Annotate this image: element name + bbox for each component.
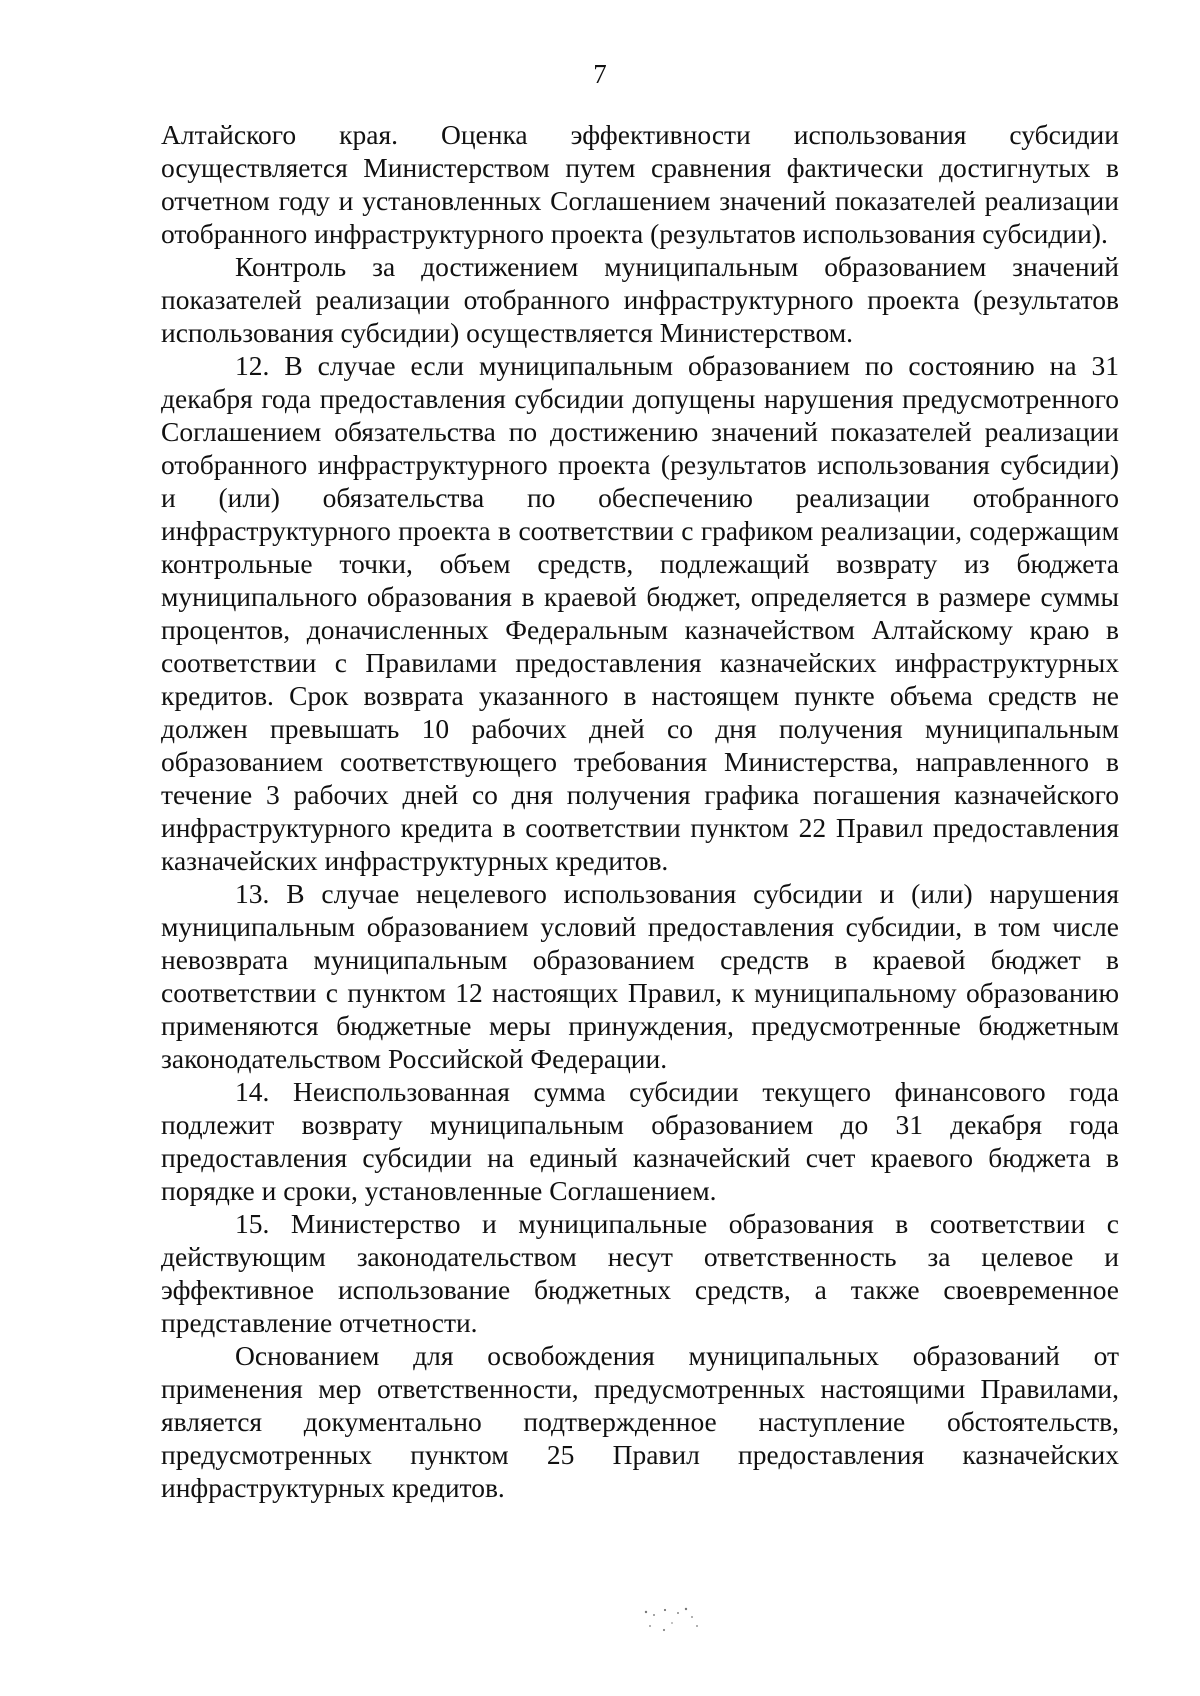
paragraph-item-14: 14. Неиспользованная сумма субсидии текущего финансового года подлежит возврату муниципальным образованием до 31 декабря года предоставления субсидии на единый казначейский счет краевого бюджета в порядке и сроки, установленные Соглашением. — [161, 1076, 1119, 1206]
paragraph-assessment: Алтайского края. Оценка эффективности использования субсидии осуществляется Министерством путем сравнения фактически достигнутых в отчетном году и установленных Соглашением значений показателей реализации отобранного инфраструктурного проекта (результатов использования субсидии). — [161, 119, 1119, 249]
document-body — [161, 118, 1119, 1504]
paragraph-control: Контроль за достижением муниципальным образованием значений показателей реализации отобранного инфраструктурного проекта (результатов использования субсидии) осуществляется Министерством. — [161, 251, 1119, 348]
paragraph-item-15: 15. Министерство и муниципальные образования в соответствии с действующим законодательством несут ответственность за целевое и эффективное использование бюджетных средств, а также своевременное представление отчетности. — [161, 1208, 1119, 1338]
scan-speckle-marks — [640, 1606, 710, 1636]
paragraph-item-13: 13. В случае нецелевого использования субсидии и (или) нарушения муниципальным образованием условий предоставления субсидии, в том числе невозврата муниципальным образованием средств в краевой бюджет в соответствии с пунктом 12 настоящих Правил, к муниципальному образованию применяются бюджетные меры принуждения, предусмотренные бюджетным законодательством Российской Федерации. — [161, 878, 1119, 1074]
page-number: 7 — [593, 59, 607, 89]
paragraph-item-12: 12. В случае если муниципальным образованием по состоянию на 31 декабря года предоставления субсидии допущены нарушения предусмотренного Соглашением обязательства по достижению значений показателей реализации отобранного инфраструктурного проекта (результатов использования субсидии) и (или) обязательства по обеспечению реализации отобранного инфраструктурного проекта в соответствии с графиком реализации, содержащим контрольные точки, объем средств, подлежащий возврату из бюджета муниципального образования в краевой бюджет, определяется в размере суммы процентов, доначисленных Федеральным казначейством Алтайскому краю в соответствии с Правилами предоставления казначейских инфраструктурных кредитов. Срок возврата указанного в настоящем пункте объема средств не должен превышать 10 рабочих дней со дня получения муниципальным образованием соответствующего требования Министерства, направленного в течение 3 рабочих дней со дня получения графика погашения казначейского инфраструктурного кредита в соответствии пунктом 22 Правил предоставления казначейских инфраструктурных кредитов. — [161, 350, 1119, 876]
paragraph-exemption: Основанием для освобождения муниципальных образований от применения мер ответственности, предусмотренных настоящими Правилами, является документально подтвержденное наступление обстоятельств, предусмотренных пунктом 25 Правил предоставления казначейских инфраструктурных кредитов. — [161, 1340, 1119, 1503]
